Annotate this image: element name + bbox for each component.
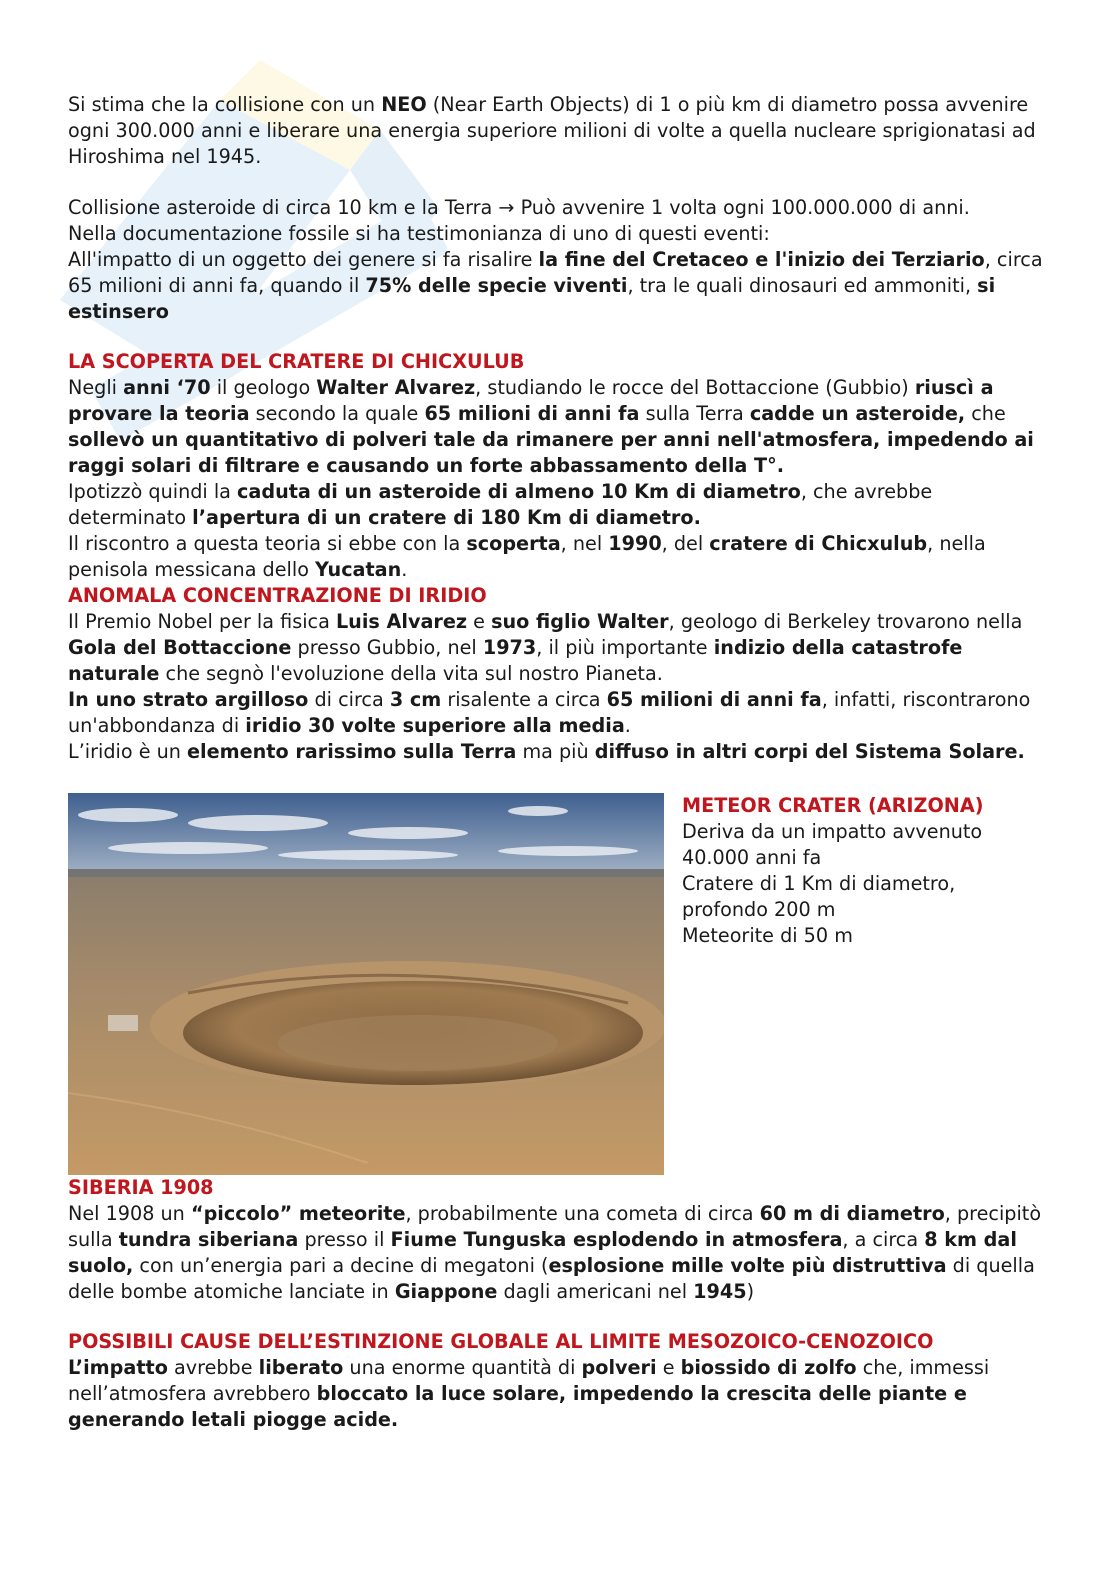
meteor-crater-photo	[68, 793, 664, 1175]
chicxulub-paragraph-2: Ipotizzò quindi la caduta di un asteroide di almeno 10 Km di diametro, che avrebbe determinato l’apertura di un cratere di 180 Km di diametro.	[68, 480, 933, 529]
iridio-paragraph-2: In uno strato argilloso di circa 3 cm risalente a circa 65 milioni di anni fa, infatti, riscontrarono un'abbondanza di iridio 30 volte superiore alla media.	[68, 688, 1031, 737]
collision-frequency: Collisione asteroide di circa 10 km e la Terra → Può avvenire 1 volta ogni 100.000.000 di anni.	[68, 196, 970, 219]
siberia-heading: SIBERIA 1908	[68, 1176, 214, 1199]
iridio-paragraph-3: L’iridio è un elemento rarissimo sulla Terra ma più diffuso in altri corpi del Sistema Solare.	[68, 740, 1025, 763]
caption-line: Deriva da un impatto avvenuto	[682, 820, 983, 843]
cause-paragraph: L’impatto avrebbe liberato una enorme quantità di polveri e biossido di zolfo che, immessi nell’atmosfera avrebbero bloccato la luce solare, impedendo la crescita delle piante e generando letali piogge acide.	[68, 1356, 990, 1431]
meteor-crater-figure	[68, 793, 1048, 1175]
meteor-crater-caption	[682, 793, 1042, 949]
meteor-crater-heading: METEOR CRATER (ARIZONA)	[682, 794, 984, 817]
caption-line: Cratere di 1 Km di diametro,	[682, 872, 956, 895]
siberia-paragraph: Nel 1908 un “piccolo” meteorite, probabilmente una cometa di circa 60 m di diametro, precipitò sulla tundra siberiana presso il Fiume Tunguska esplodendo in atmosfera, a circa 8 km dal suolo, con un’energia pari a decine di megatoni (esplosione mille volte più distruttiva di quella delle bombe atomiche lanciate in Giappone dagli americani nel 1945)	[68, 1202, 1042, 1303]
chicxulub-paragraph-3: Il riscontro a questa teoria si ebbe con la scoperta, nel 1990, del cratere di Chicxulub, nella penisola messicana dello Yucatan.	[68, 532, 986, 581]
caption-line: Meteorite di 50 m	[682, 924, 853, 947]
cause-heading: POSSIBILI CAUSE DELL’ESTINZIONE GLOBALE AL LIMITE MESOZOICO-CENOZOICO	[68, 1330, 934, 1353]
cretaceous-extinction: All'impatto di un oggetto dei genere si fa risalire la fine del Cretaceo e l'inizio dei Terziario, circa 65 milioni di anni fa, quando il 75% delle specie viventi, tra le quali dinosauri ed ammoniti, si estinsero	[68, 248, 1043, 323]
iridio-heading: ANOMALA CONCENTRAZIONE DI IRIDIO	[68, 584, 487, 607]
chicxulub-heading: LA SCOPERTA DEL CRATERE DI CHICXULUB	[68, 350, 525, 373]
chicxulub-paragraph-1: Negli anni ‘70 il geologo Walter Alvarez, studiando le rocce del Bottaccione (Gubbio) riuscì a provare la teoria secondo la quale 65 milioni di anni fa sulla Terra cadde un asteroide, che sollevò un quantitativo di polveri tale da rimanere per anni nell'atmosfera, impedendo ai raggi solari di filtrare e causando un forte abbassamento della T°.	[68, 376, 1034, 477]
caption-line: profondo 200 m	[682, 898, 836, 921]
fossil-record: Nella documentazione fossile si ha testimonianza di uno di questi eventi:	[68, 222, 770, 245]
iridio-paragraph-1: Il Premio Nobel per la fisica Luis Alvarez e suo figlio Walter, geologo di Berkeley trovarono nella Gola del Bottaccione presso Gubbio, nel 1973, il più importante indizio della catastrofe naturale che segnò l'evoluzione della vita sul nostro Pianeta.	[68, 610, 1023, 685]
caption-line: 40.000 anni fa	[682, 846, 822, 869]
intro-paragraph: Si stima che la collisione con un NEO (Near Earth Objects) di 1 o più km di diametro possa avvenire ogni 300.000 anni e liberare una energia superiore milioni di volte a quella nucleare sprigionatasi ad Hiroshima nel 1945.	[68, 93, 1036, 168]
